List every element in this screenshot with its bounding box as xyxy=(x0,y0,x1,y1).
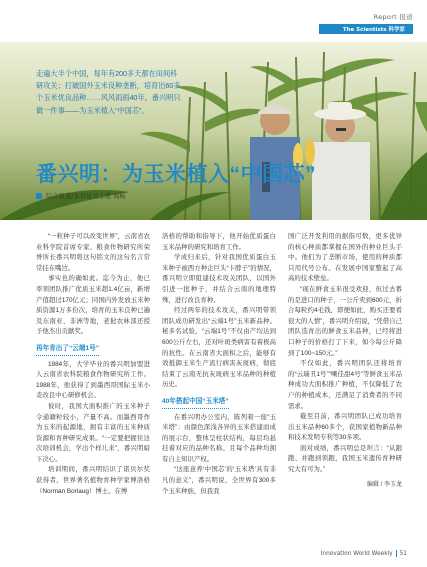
paragraph: “现在鲜食玉米很受欢迎，但过去番的是进口的种子，一公斤卖到600元，折合每粒约4毛钱，即便如此，购买还要看很大的人情”，番兴明介绍说，“凭借自己团队选育出的鲜食玉米品种，已经将进口种子的价格打了下来，如今每公斤降到了100~150元。” xyxy=(288,285,402,357)
byline xyxy=(36,191,126,200)
page-header xyxy=(319,12,413,34)
subheading: 40年搭起中国“玉米塔” xyxy=(162,397,229,409)
paragraph: “这座意养‘中国芯’的‘玉米塔’具有非凡的意义”，番兴明说，全世界有300多个玉米种族，但我我 xyxy=(162,466,276,495)
paragraph: 国广泛开发利用的据指可数，更多优异的核心种质都掌握在国外的种业巨头手中。他们为了垄断市场，使用的种质都只用代号公布。在发展中国家整起了高高的技术壁垒。 xyxy=(288,233,402,283)
paragraph: 1984年，大学毕业的番兴明加盟进人云南省农科院粮食作物研究所工作。1988年，他获得了到墨西哥国际玉米小麦改良中心研修机会。 xyxy=(36,360,150,400)
intro-paragraph: 走遍大半个中国，每年有200多天都在田间科研攻关；打破国外玉米良种垄断，培育出60多个玉米优良品种……风风雨雨40年，番兴明只做一件事——为玉米植入“中国芯”。 xyxy=(36,69,181,115)
page-number: 51 xyxy=(399,551,407,557)
paragraph: “一粒种子可以改变世界”，云南省农业科学院首席专家、粮食作物研究所荣誉所长番兴明将这句铭文的这句名言常常挂在嘴边。 xyxy=(36,233,150,272)
paragraph: 经过两年的技术攻关，番兴明带领团队成功研发出“云端1号”玉米新品种。秘多名试验，“云端1号”不仅由产均达到600公斤左右，还对叶斑类病害有着极高的抗性。在云南省大面积之后，能够有效抵御玉米生产流行病害灰斑病，彻底结束了云南无抗灰斑病玉米品种的种植历史。 xyxy=(162,307,276,389)
byline-text: 综合报道/本刊见习主笔 高畅 xyxy=(46,193,126,200)
paragraph: 洛格的帮助和指导下，他开始优质蛋白玉米品种的研究和培育工作。 xyxy=(162,233,276,251)
paragraph: 培训期间，番兴明结识了诺贝尔奖获得者、世界著名植物育种学家博洛格（Norman Borlaug）博士。在博 xyxy=(36,466,150,495)
paragraph: 截至目前，番兴明团队已成功培育出玉米品种60多个，获国家植物新品种和技术发明专利等30多项。 xyxy=(288,413,402,442)
paragraph: 事实也的确如此。迄今为止，他已率领团队推广优质玉米超1.4亿亩，新增产值超过170亿元；同国内外发放玉米种质资源1万多份次，培育的玉米良种已遍及东南亚、非洲等地，老挝农林部还授予他杰出贡献奖。 xyxy=(36,275,150,336)
paragraph: 面对成绩，番兴明总是坦言：“从跟跑、并跑到领跑，我国玉米遗传育种研究大有可为。” xyxy=(288,444,402,474)
magazine-name: Innovation World Weekly xyxy=(320,551,393,557)
text-column-3 xyxy=(288,232,402,490)
byline-square-icon xyxy=(36,193,42,199)
editor-signature: 编辑 / 李玉龙 xyxy=(366,481,402,488)
article-title: 番兴明：为玉米植入“中国芯” xyxy=(36,163,316,186)
subheading: 再年肯出了“云端1号” xyxy=(36,344,99,356)
section-tag: Report 报道 xyxy=(373,13,413,21)
paragraph: 不仅如此，番兴明团队还将培育的“云瑞丑1号”“喇佳甜4号”等鲜食玉米品种成功大面积推广种植，不仅降低了农户的种植成本，还满足了消费者的不同需求。 xyxy=(288,360,402,410)
page-footer xyxy=(321,550,407,557)
column-bar: The Scientists 科学家 xyxy=(319,24,413,34)
text-column-2 xyxy=(162,232,276,497)
paragraph: 在番兴明办公室内，陈列着一座“玉米塔”：由颜色深浅各异的玉米搭建而成的展示台，整体呈柱状结构，每层均悬挂着对应的品种名称。且每个品种均拥有自主知识产权。 xyxy=(162,413,276,463)
paragraph: 学成归来后，针对我国优质蛋白玉米种子被西方种企巨头“卡脖子”的情况，番兴明立即组建技术攻关团队，以国外引进一批种子，并结合云南的地理特殊，进行改良育种。 xyxy=(162,254,276,304)
footer-divider xyxy=(396,550,397,557)
paragraph: 彼时，我国大面积推广的玉米种子令通籍粒较小，产量不高。而墨西哥作为玉米的起源地，拥有丰富的玉米种质资源和育种研究成果。“一定要把握住这次培训机会，学出个样儿来”，番兴明暗下决心。 xyxy=(36,402,150,463)
text-column-1 xyxy=(36,232,150,497)
